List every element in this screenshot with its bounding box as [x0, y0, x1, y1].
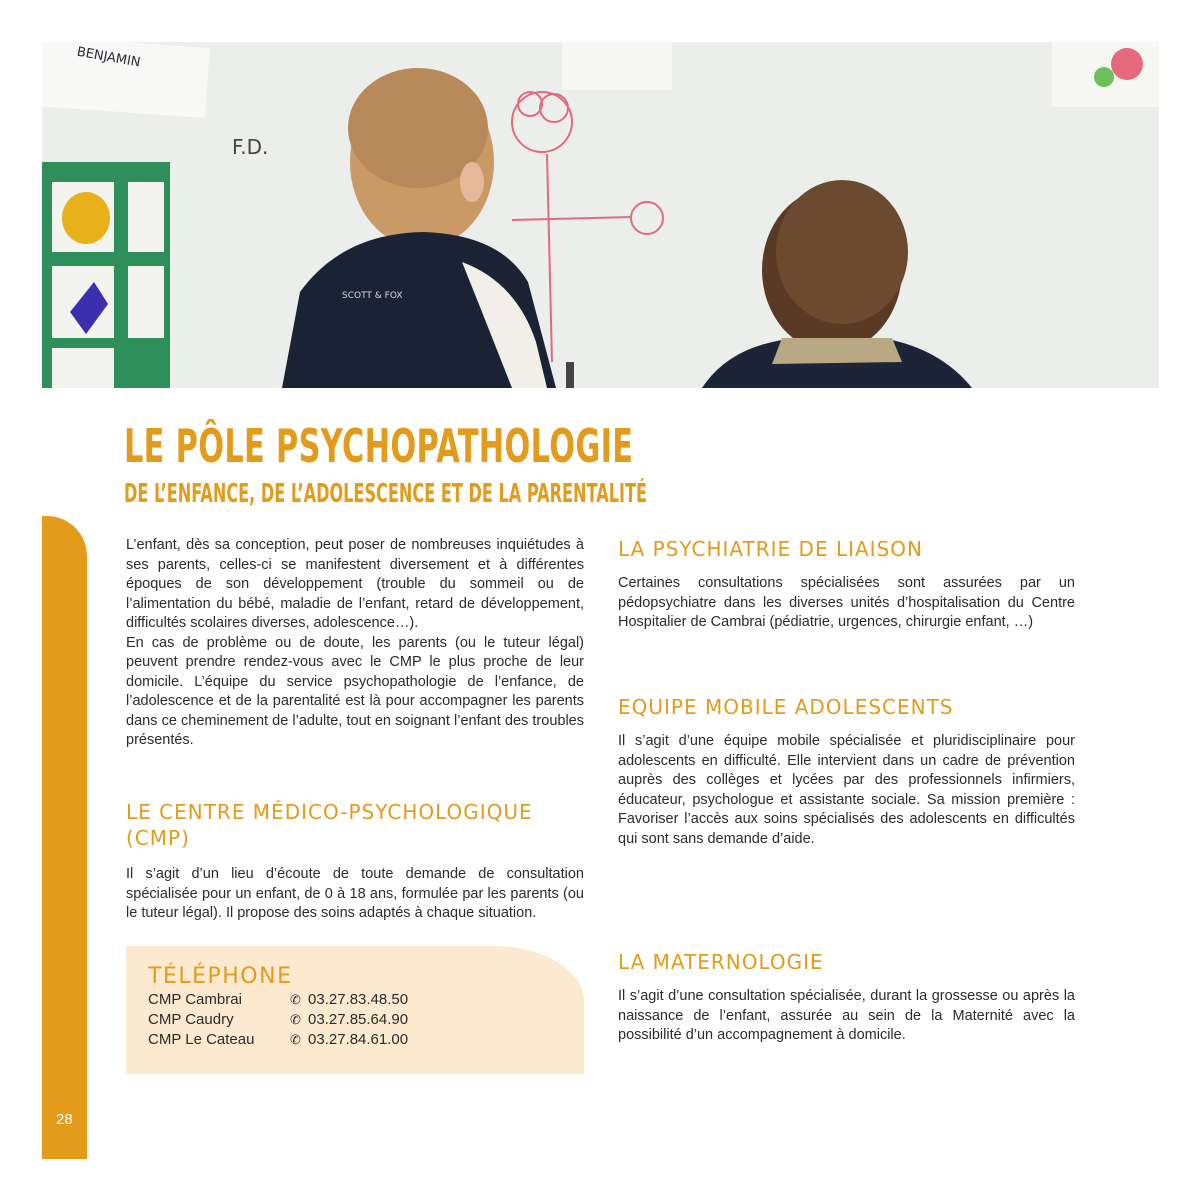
liaison-heading: LA PSYCHIATRIE DE LIAISON: [618, 537, 923, 561]
contact-entry-le-cateau: [148, 1030, 408, 1050]
contact-phone[interactable]: 03.27.84.61.00: [308, 1031, 409, 1048]
mobile-section: [618, 694, 1075, 849]
contact-entry-cambrai: [148, 990, 408, 1010]
intro-section: [126, 536, 584, 751]
cmp-heading: LE CENTRE MÉDICO-PSYCHOLOGIQUE (CMP): [126, 800, 533, 850]
phone-icon: ✆: [290, 992, 301, 1007]
header-photo: [42, 42, 1159, 388]
page-subtitle: DE L’ENFANCE, DE L’ADOLESCENCE ET DE LA PARENTALITÉ: [124, 479, 648, 509]
phone-icon: ✆: [290, 1032, 301, 1047]
contact-name: CMP Caudry: [148, 1011, 234, 1028]
intro-paragraph-2: En cas de problème ou de doute, les parents (ou le tuteur légal) peuvent prendre rendez-vous avec le CMP le plus proche de leur domicile. L’équipe du service psychopathologie de l’enfance, de l’adolescence et de la parentalité est là pour accompagner les parents dans ce cheminement de l’adulte, tout en soignant l’enfant des troubles présentés.: [126, 634, 584, 748]
contact-title: TÉLÉPHONE: [148, 964, 293, 989]
intro-paragraph-1: L’enfant, dès sa conception, peut poser de nombreuses inquiétudes à ses parents, celles-ci se manifestent diversement et à différentes époques de son développement (trouble du sommeil ou de l’alimentation du bébé, maladie de l’enfant, retard de développement, difficultés scolaires diverses, adolescence…).: [126, 537, 584, 631]
sweater-label: SCOTT & FOX: [342, 291, 403, 301]
contact-box: [126, 946, 584, 1074]
board-text-fd: F.D.: [232, 135, 269, 159]
contact-phone[interactable]: 03.27.85.64.90: [308, 1011, 409, 1028]
cmp-text: Il s’agit d’un lieu d’écoute de toute demande de consultation spécialisée pour un enfant, de 0 à 18 ans, formulée par les parents (ou le tuteur légal). Il propose des soins adaptés à chaque situation.: [126, 866, 584, 921]
maternologie-text: Il s’agit d’une consultation spécialisée, durant la grossesse ou après la naissance de l’enfant, assurée au sein de la Maternité avec la possibilité d’un accompagnement à domicile.: [618, 988, 1075, 1043]
sidebar-accent-bar: [42, 516, 87, 1159]
contact-name: CMP Cambrai: [148, 991, 242, 1008]
mobile-heading: EQUIPE MOBILE ADOLESCENTS: [618, 695, 954, 719]
board-text-benjamin: BENJAMIN: [75, 44, 142, 71]
liaison-section: [618, 536, 1075, 633]
contact-entry-caudry: [148, 1010, 408, 1030]
contact-phone[interactable]: 03.27.83.48.50: [308, 991, 409, 1008]
maternologie-section: [618, 949, 1075, 1046]
page-title: LE PÔLE PSYCHOPATHOLOGIE: [124, 419, 634, 473]
liaison-text: Certaines consultations spécialisées sont assurées par un pédopsychiatre dans les diverses unités d’hospitalisation du Centre Hospitalier de Cambrai (pédiatrie, urgences, chirurgie enfant, …): [618, 575, 1075, 630]
mobile-text: Il s’agit d’une équipe mobile spécialisée et pluridisciplinaire pour adolescents en difficulté. Elle intervient dans un cadre de prévention auprès des collèges et lycées par des professionnels infirmiers, éducateur, psychologue et assistante sociale. Sa mission première : Favoriser l’accès aux soins spécialisés des adolescents en difficultés qui sont sans demande d’aide.: [618, 733, 1075, 847]
contact-name: CMP Le Cateau: [148, 1031, 255, 1048]
cmp-section: [126, 799, 584, 924]
phone-icon: ✆: [290, 1012, 301, 1027]
children-drawing-illustration: [42, 42, 1159, 388]
page-number: 28: [56, 1111, 73, 1128]
maternologie-heading: LA MATERNOLOGIE: [618, 950, 824, 974]
